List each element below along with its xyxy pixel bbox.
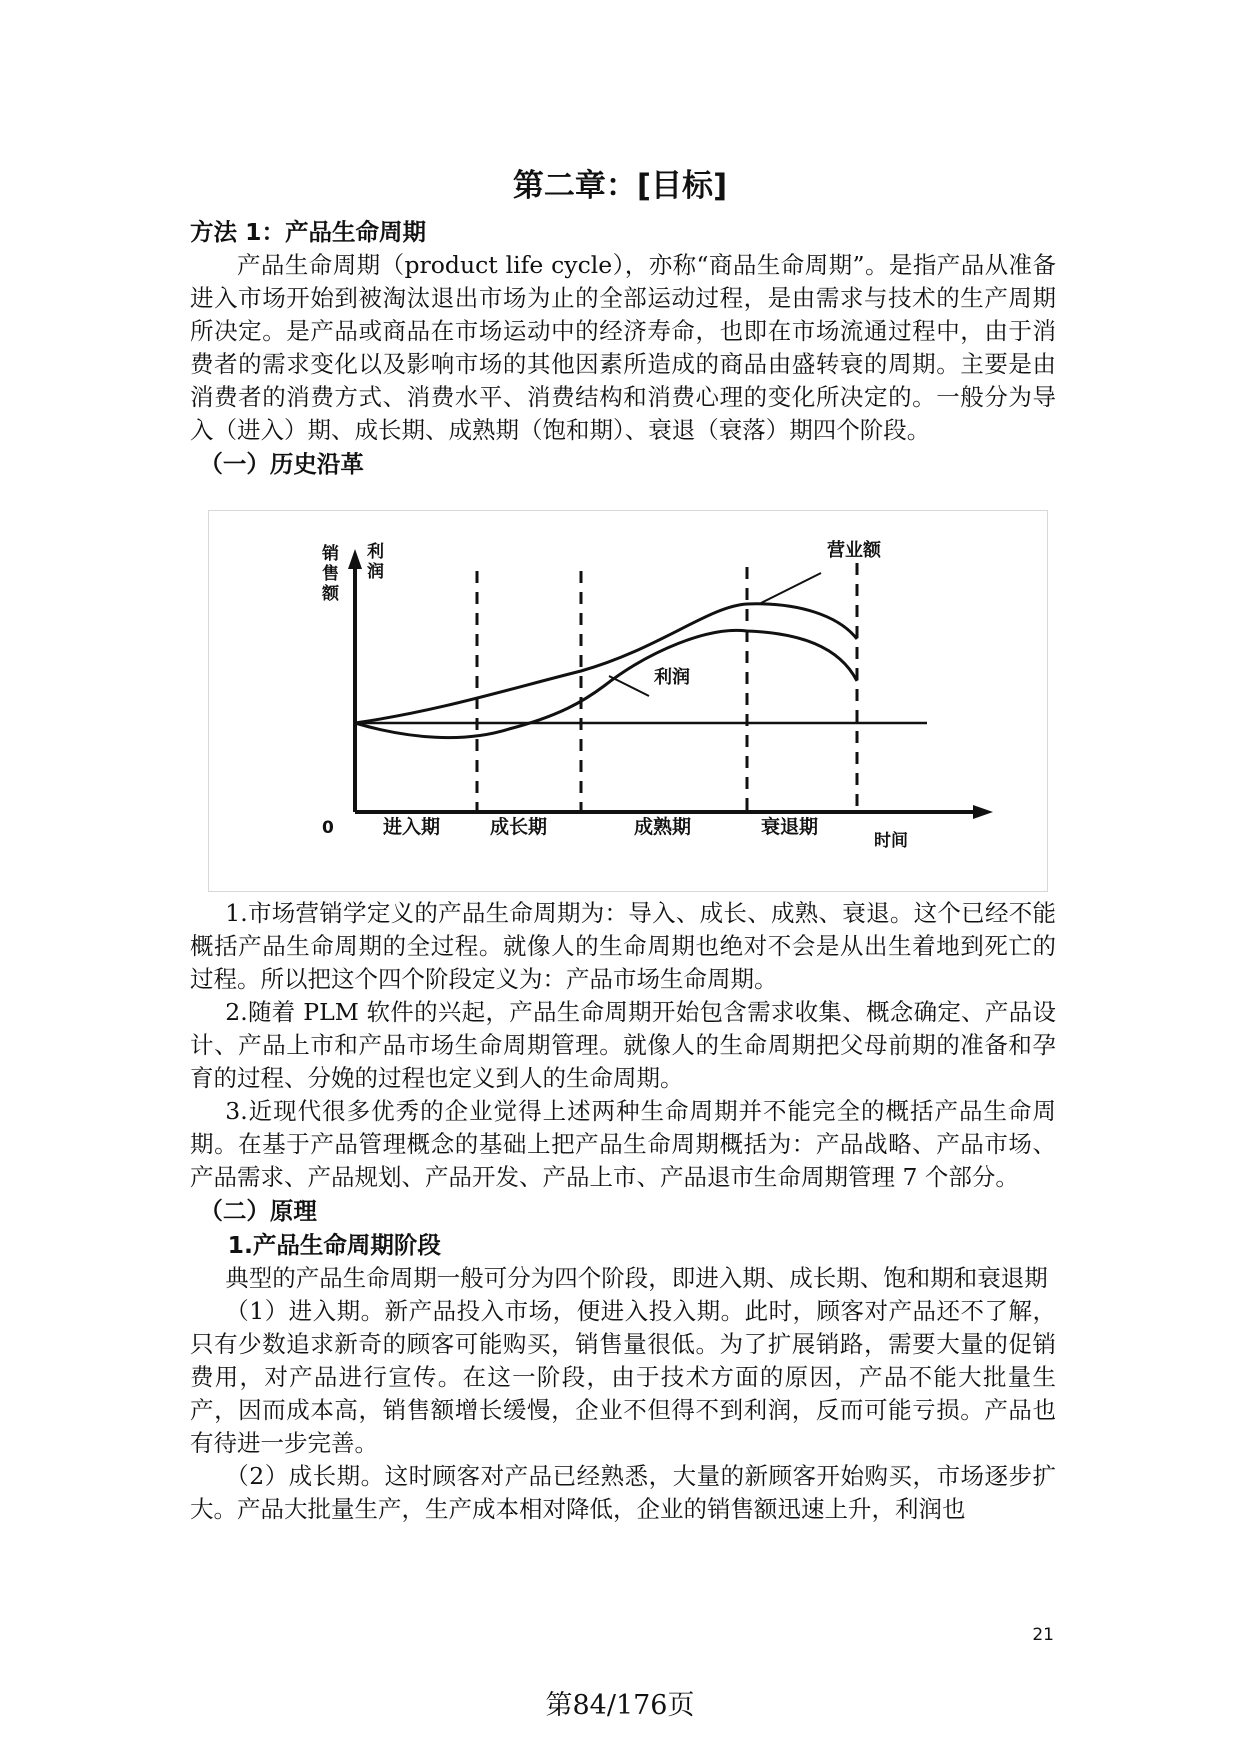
history-item-3: 3.近现代很多优秀的企业觉得上述两种生命周期并不能完全的概括产品生命周期。在基于产品管理概念的基础上把产品生命周期概括为：产品战略、产品市场、产品需求、产品规划、产品开发、产品上市、产品退市生命周期管理 7 个部分。 [190, 1097, 1056, 1191]
method-heading: 方法 1：产品生命周期 [190, 218, 427, 246]
x-axis-arrow-icon [973, 805, 993, 819]
sales-curve [355, 604, 857, 723]
stage-label-3: 成熟期 [634, 816, 692, 838]
profit-leader [609, 676, 649, 696]
sales-leader [761, 573, 821, 603]
stage-label-2: 成长期 [490, 816, 548, 838]
sales-curve-label: 营业额 [827, 540, 881, 561]
intro-paragraph: 产品生命周期（product life cycle），亦称“商品生命周期”。是指产品从准备进入市场开始到被淘汰退出市场为止的全部运动过程，是由需求与技术的生产周期所决定。是产品或商品在市场运动中的经济寿命，也即在市场流通过程中，由于消费者的需求变化以及影响市场的其他因素所造成的商品由盛转衰的周期。主要是由消费者的消费方式、消费水平、消费结构和消费心理的变化所决定的。一般分为导入（进入）期、成长期、成熟期（饱和期）、衰退（衰落）期四个阶段。 [190, 251, 1056, 444]
y-label-sales-1: 销 [322, 544, 339, 564]
content-top [190, 215, 1056, 481]
y-label-profit-1: 利 [367, 542, 384, 562]
chapter-title: 第二章：[目标] [512, 168, 728, 204]
y-axis-arrow-icon [348, 549, 362, 569]
lifecycle-chart [209, 511, 1047, 891]
profit-curve [355, 630, 857, 737]
stage-paragraph-2: （2）成长期。这时顾客对产品已经熟悉，大量的新顾客开始购买，市场逐步扩大。产品大批量生产，生产成本相对降低，企业的销售额迅速上升，利润也 [190, 1462, 1056, 1523]
section1-heading: （一）历史沿革 [199, 450, 364, 478]
history-item-2: 2.随着 PLM 软件的兴起，产品生命周期开始包含需求收集、概念确定、产品设计、产品上市和产品市场生命周期管理。就像人的生命周期把父母前期的准备和孕育的过程、分娩的过程也定义到人的生命周期。 [190, 998, 1056, 1092]
section2-heading: （二）原理 [199, 1197, 317, 1225]
y-label-sales-3: 额 [322, 584, 339, 604]
subsection-heading: 1.产品生命周期阶段 [227, 1231, 441, 1259]
y-label-sales-2: 售 [322, 564, 339, 584]
stage-paragraph-1: （1）进入期。新产品投入市场，便进入投入期。此时，顾客对产品还不了解，只有少数追求新奇的顾客可能购买，销售量很低。为了扩展销路，需要大量的促销费用，对产品进行宣传。在这一阶段，由于技术方面的原因，产品不能大批量生产，因而成本高，销售额增长缓慢，企业不但得不到利润，反而可能亏损。产品也有待进一步完善。 [190, 1297, 1056, 1457]
lifecycle-figure [208, 510, 1048, 892]
stage-label-4: 衰退期 [761, 816, 819, 838]
y-label-profit-2: 润 [367, 562, 384, 582]
profit-curve-label: 利润 [654, 667, 690, 688]
stage-label-1: 进入期 [383, 816, 441, 838]
content-bottom [190, 897, 1056, 1526]
history-item-1: 1.市场营销学定义的产品生命周期为：导入、成长、成熟、衰退。这个已经不能概括产品生命周期的全过程。就像人的生命周期也绝对不会是从出生着地到死亡的过程。所以把这个四个阶段定义为：产品市场生命周期。 [190, 899, 1056, 993]
principle-intro: 典型的产品生命周期一般可分为四个阶段，即进入期、成长期、饱和期和衰退期 [225, 1264, 1048, 1292]
page-number: 21 [1032, 1625, 1054, 1645]
x-axis-label: 时间 [874, 831, 908, 851]
origin-label: 0 [322, 818, 334, 838]
page-footer: 第84/176页 [545, 1690, 695, 1721]
